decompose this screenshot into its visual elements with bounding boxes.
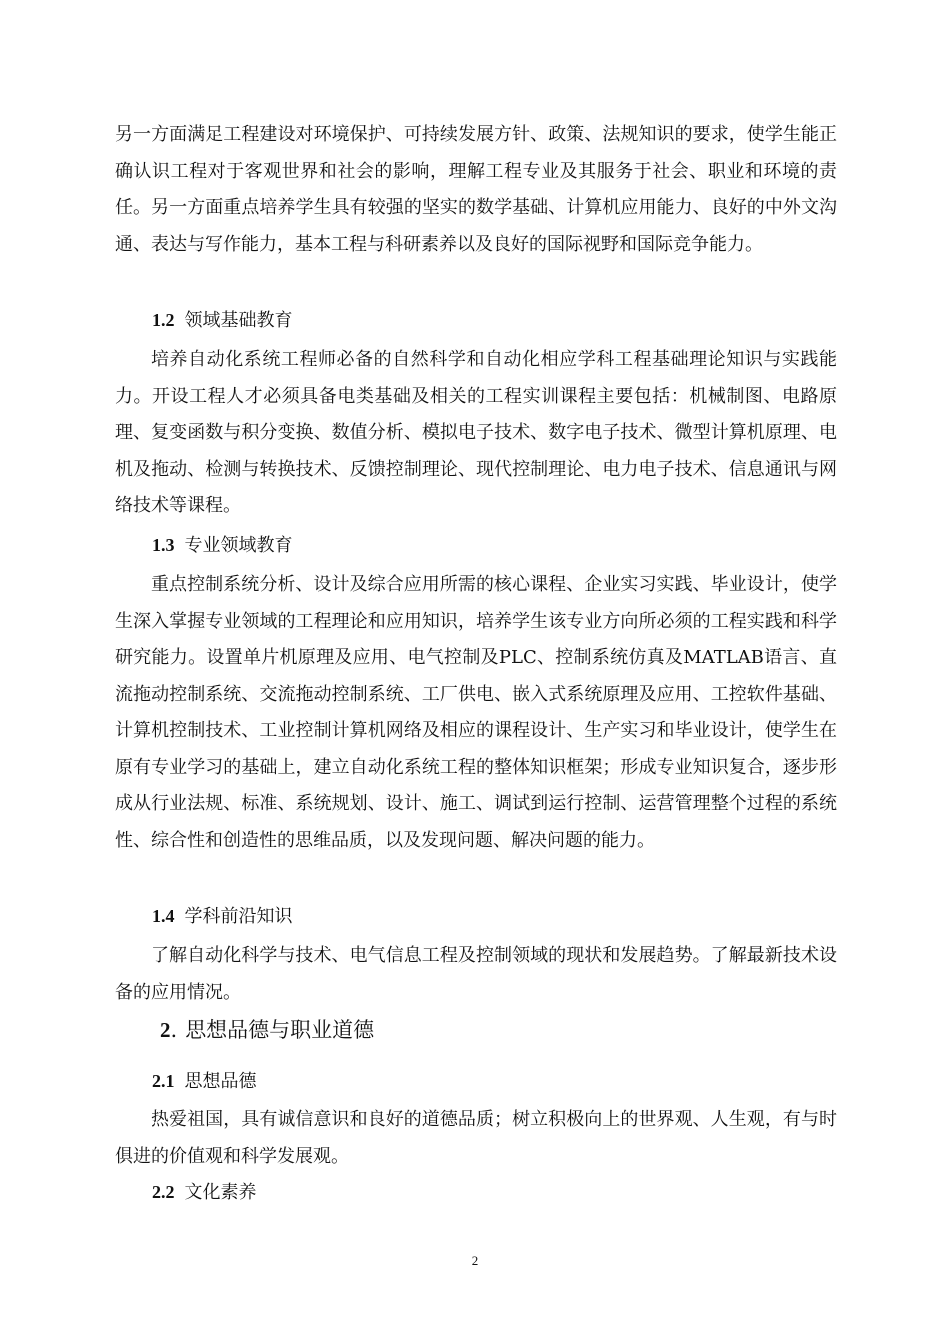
heading-number: 1.3 (152, 535, 175, 555)
paragraph-intro: 另一方面满足工程建设对环境保护、可持续发展方针、政策、法规知识的要求，使学生能正确认识工程对于客观世界和社会的影响，理解工程专业及其服务于社会、职业和环境的责任。另一方面重点培养学生具有较强的坚实的数学基础、计算机应用能力、良好的中外文沟通、表达与写作能力，基本工程与科研素养以及良好的国际视野和国际竞争能力。 (115, 124, 837, 255)
heading-2-1 (152, 1069, 257, 1094)
heading-1-3 (152, 533, 293, 558)
heading-title: 专业领域教育 (184, 535, 293, 556)
heading-title: 文化素养 (184, 1182, 257, 1203)
heading-title: 思想品德 (184, 1071, 257, 1092)
heading-title: 学科前沿知识 (184, 906, 293, 927)
paragraph-1-3: 重点控制系统分析、设计及综合应用所需的核心课程、企业实习实践、毕业设计，使学生深入掌握专业领域的工程理论和应用知识，培养学生该专业方向所必须的工程实践和科学研究能力。设置单片机原理及应用、电气控制及PLC、控制系统仿真及MATLAB语言、直流拖动控制系统、交流拖动控制系统、工厂供电、嵌入式系统原理及应用、工控软件基础、计算机控制技术、工业控制计算机网络及相应的课程设计、生产实习和毕业设计，使学生在原有专业学习的基础上，建立自动化系统工程的整体知识框架；形成专业知识复合，逐步形成从行业法规、标准、系统规划、设计、施工、调试到运行控制、运营管理整个过程的系统性、综合性和创造性的思维品质，以及发现问题、解决问题的能力。 (115, 574, 837, 851)
heading-1-2 (152, 308, 293, 333)
heading-title: 领域基础教育 (184, 310, 293, 331)
heading-1-4 (152, 904, 293, 929)
heading-number: 1.2 (152, 310, 175, 330)
heading-number: 2.1 (152, 1071, 175, 1091)
heading-number: 2.2 (152, 1182, 175, 1202)
page-number: 2 (471, 1253, 479, 1268)
heading-separator: . (170, 1018, 178, 1042)
heading-number: 2 (160, 1018, 171, 1042)
paragraph-2-1: 热爱祖国，具有诚信意识和良好的道德品质；树立积极向上的世界观、人生观，有与时俱进的价值观和科学发展观。 (115, 1109, 837, 1167)
paragraph-1-2: 培养自动化系统工程师必备的自然科学和自动化相应学科工程基础理论知识与实践能力。开设工程人才必须具备电类基础及相关的工程实训课程主要包括：机械制图、电路原理、复变函数与积分变换、数值分析、模拟电子技术、数字电子技术、微型计算机原理、电机及拖动、检测与转换技术、反馈控制理论、现代控制理论、电力电子技术、信息通讯与网络技术等课程。 (115, 349, 837, 516)
heading-title: 思想品德与职业道德 (185, 1018, 375, 1042)
heading-2-2 (152, 1180, 257, 1205)
heading-2 (160, 1016, 374, 1044)
paragraph-1-4: 了解自动化科学与技术、电气信息工程及控制领域的现状和发展趋势。了解最新技术设备的应用情况。 (115, 945, 837, 1003)
heading-number: 1.4 (152, 906, 175, 926)
